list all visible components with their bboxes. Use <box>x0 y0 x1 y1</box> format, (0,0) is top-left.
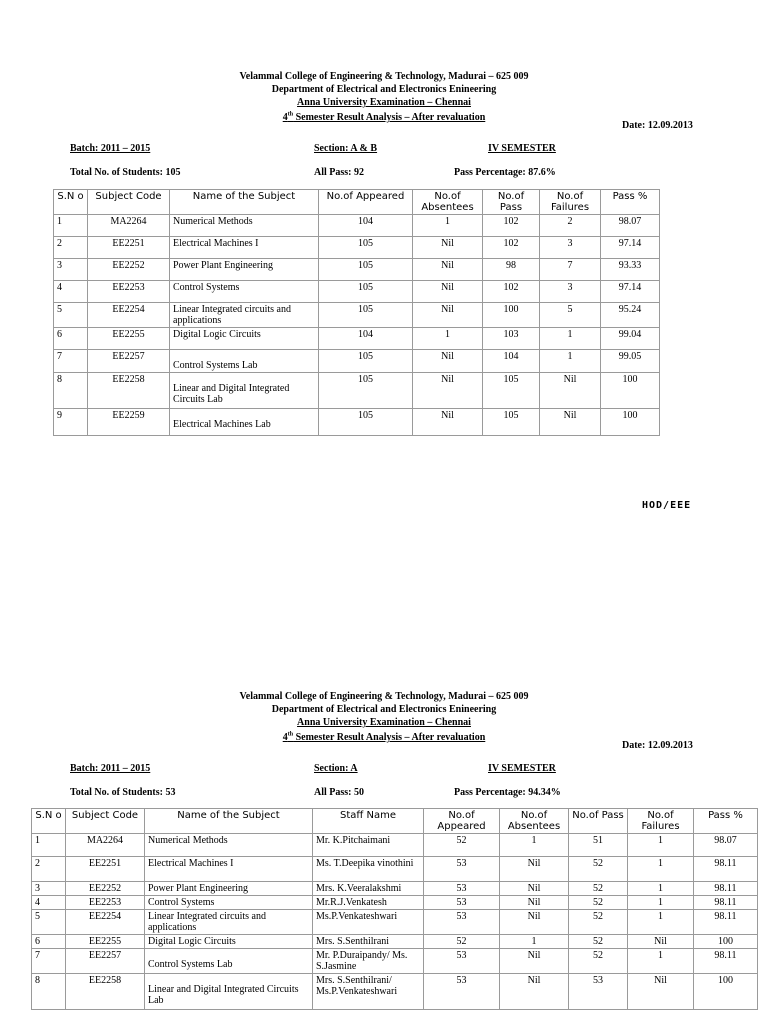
all-pass-2: All Pass: 50 <box>314 787 364 798</box>
table-cell: 52 <box>569 935 628 949</box>
table-cell: Nil <box>540 373 601 409</box>
table-cell: 52 <box>569 882 628 896</box>
table-cell: Control Systems <box>145 896 313 910</box>
table-cell: 52 <box>424 834 500 857</box>
table-cell: 102 <box>483 237 540 259</box>
table-cell: 99.04 <box>601 328 660 350</box>
table-cell: Nil <box>413 409 483 436</box>
report-date: Date: 12.09.2013 <box>622 120 693 131</box>
table-cell: 105 <box>319 237 413 259</box>
table-cell: Nil <box>500 896 569 910</box>
result-table-sections-a-b <box>53 189 660 436</box>
table-cell: Mr. P.Duraipandy/ Ms. S.Jasmine <box>313 949 424 974</box>
column-header: S.N o <box>32 809 66 834</box>
table-row <box>54 328 660 350</box>
column-header: No.of Absentees <box>500 809 569 834</box>
analysis-text: Semester Result Analysis – After revaluation <box>293 112 486 124</box>
total-students-2: Total No. of Students: 53 <box>70 787 176 798</box>
table-cell: 1 <box>413 215 483 237</box>
table-cell: Nil <box>500 910 569 935</box>
table-cell: 2 <box>540 215 601 237</box>
table-cell: 1 <box>628 896 694 910</box>
table-cell: 53 <box>424 910 500 935</box>
table-cell: 9 <box>54 409 88 436</box>
table-cell: 1 <box>540 350 601 373</box>
column-header: Staff Name <box>313 809 424 834</box>
table-cell: EE2252 <box>66 882 145 896</box>
column-header: No.of Failures <box>540 190 601 215</box>
table-cell: 7 <box>540 259 601 281</box>
table-cell: EE2254 <box>88 303 170 328</box>
table-cell: 6 <box>54 328 88 350</box>
semester-label-2: IV SEMESTER <box>488 763 556 774</box>
table-cell: Digital Logic Circuits <box>170 328 319 350</box>
semester-suffix-2: th <box>287 732 294 738</box>
table-cell: 100 <box>601 409 660 436</box>
exam-title-text: Anna University Examination – Chennai <box>297 97 471 108</box>
table-cell: EE2252 <box>88 259 170 281</box>
table-cell: 99.05 <box>601 350 660 373</box>
department-title-2: Department of Electrical and Electronics Enineering <box>271 704 497 715</box>
college-title: Velammal College of Engineering & Technology, Madurai – 625 009 <box>239 71 529 82</box>
table-cell: Power Plant Engineering <box>145 882 313 896</box>
table-cell: 105 <box>319 303 413 328</box>
table-cell: 53 <box>424 896 500 910</box>
table-cell: Digital Logic Circuits <box>145 935 313 949</box>
column-header: No.of Pass <box>569 809 628 834</box>
college-title-2: Velammal College of Engineering & Technology, Madurai – 625 009 <box>239 691 529 702</box>
table-cell: 1 <box>628 834 694 857</box>
table-cell: Nil <box>500 857 569 882</box>
table-cell: 7 <box>32 949 66 974</box>
table-cell: Nil <box>500 882 569 896</box>
table-cell: 53 <box>424 949 500 974</box>
table-cell: 53 <box>424 882 500 896</box>
table-cell: 98.07 <box>694 834 758 857</box>
table-cell: Nil <box>413 281 483 303</box>
semester-number: 4 <box>282 112 288 124</box>
table-row <box>54 259 660 281</box>
table-row <box>54 350 660 373</box>
table-cell: Control Systems <box>170 281 319 303</box>
column-header: Pass % <box>601 190 660 215</box>
table-cell: 100 <box>694 935 758 949</box>
table-cell: Linear Integrated circuits and applications <box>170 303 319 328</box>
analysis-text-2: Semester Result Analysis – After revaluation <box>293 732 486 744</box>
table-cell: 3 <box>540 237 601 259</box>
table-cell: 1 <box>54 215 88 237</box>
table-cell: EE2251 <box>88 237 170 259</box>
table-cell: 98 <box>483 259 540 281</box>
table-cell: 2 <box>32 857 66 882</box>
table-cell: Mrs. S.Senthilrani <box>313 935 424 949</box>
table-cell: Electrical Machines I <box>170 237 319 259</box>
table-cell: 1 <box>500 834 569 857</box>
table-cell: Nil <box>413 259 483 281</box>
table-row <box>32 949 758 974</box>
semester-number-2: 4 <box>282 732 288 744</box>
table-cell: 53 <box>424 974 500 1010</box>
table-cell: Nil <box>413 350 483 373</box>
table-cell: 103 <box>483 328 540 350</box>
table-cell: 1 <box>500 935 569 949</box>
table-cell: 105 <box>319 350 413 373</box>
table-cell: 98.11 <box>694 882 758 896</box>
table-cell: Ms.P.Venkateshwari <box>313 910 424 935</box>
table-cell: Nil <box>540 409 601 436</box>
table-cell: Numerical Methods <box>145 834 313 857</box>
table-cell: 52 <box>569 857 628 882</box>
table-cell: EE2259 <box>88 409 170 436</box>
column-header: No.of Failures <box>628 809 694 834</box>
table-cell: 97.14 <box>601 237 660 259</box>
table-cell: 53 <box>569 974 628 1010</box>
table-cell: 8 <box>32 974 66 1010</box>
section-label-2: Section: A <box>314 763 358 774</box>
hod-signature-label: HOD/EEE <box>642 500 692 511</box>
pass-percentage-2: Pass Percentage: 94.34% <box>454 787 561 798</box>
table-cell: EE2253 <box>88 281 170 303</box>
exam-title <box>0 96 768 109</box>
table-row <box>54 215 660 237</box>
batch-label-2: Batch: 2011 – 2015 <box>70 763 151 774</box>
table-cell: EE2254 <box>66 910 145 935</box>
table-cell: Linear and Digital Integrated Circuits Lab <box>170 373 319 409</box>
table-cell: 104 <box>319 328 413 350</box>
column-header: S.N o <box>54 190 88 215</box>
table-cell: Mrs. S.Senthilrani/ Ms.P.Venkateshwari <box>313 974 424 1010</box>
table-cell: 52 <box>424 935 500 949</box>
table-cell: Linear Integrated circuits and applications <box>145 910 313 935</box>
table-cell: 4 <box>54 281 88 303</box>
table-cell: 100 <box>694 974 758 1010</box>
table-cell: Nil <box>413 237 483 259</box>
table-cell: EE2253 <box>66 896 145 910</box>
exam-title-2 <box>0 716 768 729</box>
table-cell: Power Plant Engineering <box>170 259 319 281</box>
table-cell: 98.07 <box>601 215 660 237</box>
table-cell: Ms. T.Deepika vinothini <box>313 857 424 882</box>
table-cell: 100 <box>483 303 540 328</box>
table-cell: 98.11 <box>694 949 758 974</box>
pass-percentage: Pass Percentage: 87.6% <box>454 167 556 178</box>
table-cell: MA2264 <box>66 834 145 857</box>
table-cell: 3 <box>540 281 601 303</box>
table-cell: EE2255 <box>88 328 170 350</box>
table-row <box>54 281 660 303</box>
table-row <box>54 303 660 328</box>
table-cell: 53 <box>424 857 500 882</box>
table-row <box>32 857 758 882</box>
table-cell: 98.11 <box>694 896 758 910</box>
table-cell: Nil <box>413 303 483 328</box>
exam-title-text-2: Anna University Examination – Chennai <box>297 717 471 728</box>
total-students: Total No. of Students: 105 <box>70 167 181 178</box>
table-cell: Electrical Machines I <box>145 857 313 882</box>
table-cell: EE2258 <box>66 974 145 1010</box>
table-cell: 105 <box>319 409 413 436</box>
table-cell: 5 <box>54 303 88 328</box>
table-cell: Linear and Digital Integrated Circuits Lab <box>145 974 313 1010</box>
table-cell: 1 <box>628 949 694 974</box>
column-header: No.of Appeared <box>319 190 413 215</box>
table-cell: 1 <box>540 328 601 350</box>
table-cell: EE2257 <box>88 350 170 373</box>
table-cell: 105 <box>319 281 413 303</box>
table-row <box>54 373 660 409</box>
column-header: Name of the Subject <box>145 809 313 834</box>
table-cell: 5 <box>540 303 601 328</box>
table-cell: 105 <box>483 409 540 436</box>
table-cell: Mr.R.J.Venkatesh <box>313 896 424 910</box>
table-cell: 3 <box>32 882 66 896</box>
table-cell: 52 <box>569 896 628 910</box>
table-cell: MA2264 <box>88 215 170 237</box>
table-cell: 1 <box>628 910 694 935</box>
table-header-row <box>54 190 660 215</box>
table-header-row <box>32 809 758 834</box>
table-cell: 52 <box>569 949 628 974</box>
column-header: Pass % <box>694 809 758 834</box>
table-cell: 4 <box>32 896 66 910</box>
table-cell: Electrical Machines Lab <box>170 409 319 436</box>
report-date-2: Date: 12.09.2013 <box>622 740 693 751</box>
table-cell: 6 <box>32 935 66 949</box>
column-header: No.of Absentees <box>413 190 483 215</box>
table-cell: Numerical Methods <box>170 215 319 237</box>
table-cell: 104 <box>319 215 413 237</box>
batch-label: Batch: 2011 – 2015 <box>70 143 151 154</box>
column-header: Subject Code <box>66 809 145 834</box>
table-cell: 104 <box>483 350 540 373</box>
table-cell: 105 <box>319 373 413 409</box>
table-cell: 102 <box>483 281 540 303</box>
table-cell: Nil <box>628 974 694 1010</box>
table-cell: 105 <box>319 259 413 281</box>
table-cell: Mrs. K.Veeralakshmi <box>313 882 424 896</box>
table-row <box>32 910 758 935</box>
all-pass: All Pass: 92 <box>314 167 364 178</box>
table-cell: 5 <box>32 910 66 935</box>
table-cell: 8 <box>54 373 88 409</box>
column-header: No.of Appeared <box>424 809 500 834</box>
semester-label: IV SEMESTER <box>488 143 556 154</box>
column-header: No.of Pass <box>483 190 540 215</box>
table-cell: EE2258 <box>88 373 170 409</box>
table-cell: EE2251 <box>66 857 145 882</box>
section-label: Section: A & B <box>314 143 378 154</box>
table-cell: 3 <box>54 259 88 281</box>
result-table-section-a <box>31 808 758 1010</box>
table-cell: Mr. K.Pitchaimani <box>313 834 424 857</box>
table-cell: 95.24 <box>601 303 660 328</box>
table-cell: 100 <box>601 373 660 409</box>
semester-suffix: th <box>287 112 294 118</box>
table-cell: EE2255 <box>66 935 145 949</box>
table-cell: Nil <box>500 974 569 1010</box>
department-title: Department of Electrical and Electronics Enineering <box>271 84 497 95</box>
table-cell: EE2257 <box>66 949 145 974</box>
table-cell: 1 <box>628 882 694 896</box>
table-cell: Nil <box>628 935 694 949</box>
table-cell: Nil <box>413 373 483 409</box>
table-cell: 98.11 <box>694 910 758 935</box>
table-row <box>32 896 758 910</box>
column-header: Subject Code <box>88 190 170 215</box>
table-cell: 102 <box>483 215 540 237</box>
table-cell: 2 <box>54 237 88 259</box>
table-cell: 97.14 <box>601 281 660 303</box>
table-row <box>32 974 758 1010</box>
table-cell: 51 <box>569 834 628 857</box>
table-row <box>54 409 660 436</box>
table-cell: 98.11 <box>694 857 758 882</box>
table-cell: 1 <box>628 857 694 882</box>
column-header: Name of the Subject <box>170 190 319 215</box>
table-row <box>32 882 758 896</box>
table-row <box>32 935 758 949</box>
table-cell: 7 <box>54 350 88 373</box>
table-cell: Nil <box>500 949 569 974</box>
table-cell: 1 <box>413 328 483 350</box>
table-cell: 52 <box>569 910 628 935</box>
table-row <box>54 237 660 259</box>
table-cell: Control Systems Lab <box>145 949 313 974</box>
table-row <box>32 834 758 857</box>
table-cell: 105 <box>483 373 540 409</box>
table-cell: 93.33 <box>601 259 660 281</box>
table-cell: Control Systems Lab <box>170 350 319 373</box>
table-cell: 1 <box>32 834 66 857</box>
